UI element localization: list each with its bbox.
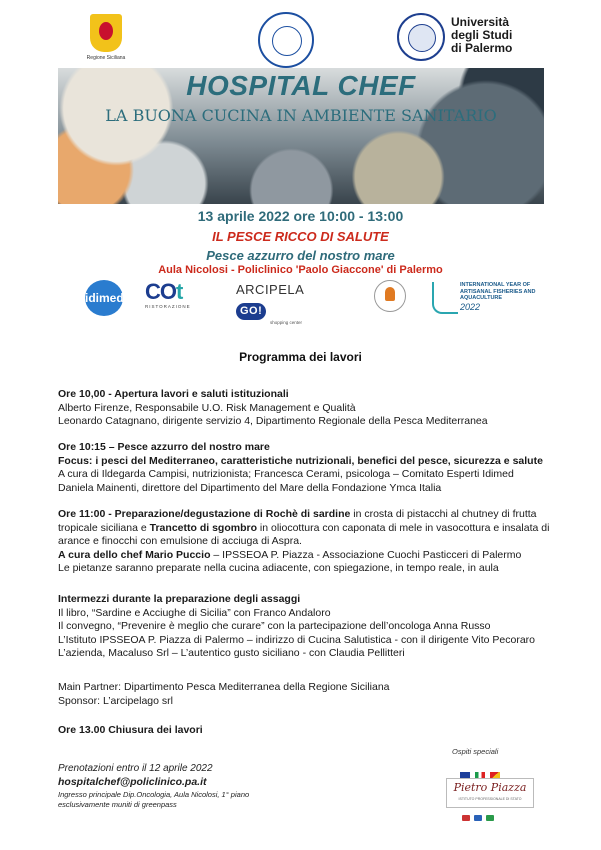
programme-block-pesce-azzurro bbox=[58, 441, 558, 495]
chef-hat-icon bbox=[374, 280, 406, 312]
greenpass-info: esclusivamente muniti di greenpass bbox=[58, 800, 177, 809]
chef-text: – IPSSEOA P. Piazza - Associazione Cuochi Pasticceri di Palermo bbox=[210, 548, 522, 561]
seal-emblem-icon bbox=[408, 24, 436, 52]
block-heading: Ore 10,00 - Apertura lavori e saluti istituzionali bbox=[58, 388, 289, 400]
caduceus-icon bbox=[272, 26, 302, 56]
block-line: Daniela Mainenti, direttore del Dipartimento del Mare della Fondazione Ymca Italia bbox=[58, 481, 442, 494]
event-date: 13 aprile 2022 ore 10:00 - 13:00 bbox=[197, 208, 404, 224]
block-heading: Ore 11:00 - Preparazione/degustazione di Rochè di sardine bbox=[58, 508, 351, 520]
block-line: Alberto Firenze, Responsabile U.O. Risk Management e Qualità bbox=[58, 401, 356, 414]
block-line: L’Istituto IPSSEOA P. Piazza di Palermo – indirizzo di Cucina Salutistica - con il dirigente Vito Pecoraro bbox=[58, 633, 536, 646]
accreditation-mark-icon bbox=[486, 815, 494, 821]
dish-text: in oliocottura con caponata di mele in vasocottura e insalata di arance e finocchi con emulsione di acciuga di Aspra. bbox=[58, 521, 550, 547]
block-line: L’azienda, Macaluso Srl – L’autentico gusto siciliano - con Claudia Pellitteri bbox=[58, 647, 405, 659]
dish-name: Trancetto di sgombro bbox=[149, 521, 257, 534]
programme-closing bbox=[58, 724, 558, 738]
trinacria-shield-icon bbox=[90, 14, 122, 52]
accreditation-mark-icon bbox=[474, 815, 482, 821]
ipsseoa-logo bbox=[366, 280, 410, 316]
event-location: Aula Nicolosi - Policlinico 'Paolo Giaccone' di Palermo bbox=[158, 264, 443, 276]
idimed-logo: idimed bbox=[85, 280, 123, 316]
programme-block-preparation bbox=[58, 508, 558, 576]
guest-sub: ISTITUTO PROFESSIONALE DI STATO bbox=[458, 797, 522, 801]
cot-mark-accent: t bbox=[176, 279, 183, 304]
programme-block-opening bbox=[58, 388, 558, 429]
policlinico-logo bbox=[258, 12, 314, 68]
booking-deadline: Prenotazioni entro il 12 aprile 2022 bbox=[58, 763, 213, 774]
block-line: Il libro, “Sardine e Acciughe di Sicilia” con Franco Andaloro bbox=[58, 606, 331, 619]
booking-email-link[interactable]: hospitalchef@policlinico.pa.it bbox=[58, 776, 207, 788]
accreditation-mark-icon bbox=[462, 815, 470, 821]
arcipelago-go-badge: GO! bbox=[236, 303, 266, 320]
banner-image bbox=[58, 68, 544, 204]
regione-siciliana-logo bbox=[86, 14, 126, 64]
pietro-piazza-logo bbox=[446, 778, 534, 808]
cot-ristorazione-logo bbox=[145, 280, 207, 316]
cot-caption: RISTORAZIONE bbox=[145, 304, 191, 309]
block-line: Leonardo Catagnano, dirigente servizio 4, Dipartimento Regionale della Pesca Mediterranea bbox=[58, 415, 488, 427]
block-focus: Focus: i pesci del Mediterraneo, caratteristiche nutrizionali, benefici del pesce, sicurezza e salute bbox=[58, 454, 543, 467]
block-paragraph bbox=[58, 508, 558, 549]
programme-block-intermezzi bbox=[58, 593, 558, 661]
chef-name: A cura dello chef Mario Puccio bbox=[58, 548, 211, 561]
iyafa-year: 2022 bbox=[460, 302, 481, 312]
arcipelago-logo bbox=[236, 280, 332, 325]
university-name-line2: degli Studi bbox=[451, 28, 513, 42]
programme-block-partners bbox=[58, 681, 558, 708]
banner-title: HOSPITAL CHEF bbox=[186, 70, 416, 101]
footer-info bbox=[58, 763, 378, 810]
block-heading: Ore 10:15 – Pesce azzurro del nostro mare bbox=[58, 441, 270, 453]
institution-flags bbox=[460, 766, 530, 776]
accreditation-marks bbox=[462, 808, 522, 816]
main-partner-line: Main Partner: Dipartimento Pesca Mediterranea della Regione Siciliana bbox=[58, 681, 390, 693]
block-heading: Intermezzi durante la preparazione degli assaggi bbox=[58, 593, 301, 605]
closing-line: Ore 13.00 Chiusura dei lavori bbox=[58, 724, 203, 736]
block-text: in crosta di pistacchi al chutney di frutta tropicale siciliana e bbox=[58, 508, 537, 534]
fisherman-icon bbox=[432, 282, 458, 314]
university-name-line3: di Palermo bbox=[451, 41, 513, 55]
sponsor-line: Sponsor: L’arcipelago srl bbox=[58, 694, 173, 707]
event-tagline: IL PESCE RICCO DI SALUTE bbox=[212, 229, 389, 244]
event-theme: Pesce azzurro del nostro mare bbox=[206, 248, 395, 263]
programme-title: Programma dei lavori bbox=[239, 350, 362, 364]
chef-line bbox=[58, 549, 558, 563]
university-seal-logo bbox=[397, 13, 445, 61]
arcipelago-caption: shopping center bbox=[270, 320, 303, 325]
university-name bbox=[451, 16, 531, 55]
entrance-info: Ingresso principale Dip.Oncologia, Aula Nicolosi, 1° piano bbox=[58, 790, 250, 799]
block-line: Il convegno, “Prevenire è meglio che curare” con la partecipazione dell’oncologa Anna Russo bbox=[58, 620, 491, 632]
arcipelago-text: ARCIPELA bbox=[236, 282, 305, 297]
region-caption: Regione Siciliana bbox=[86, 55, 126, 61]
iyafa-logo bbox=[432, 280, 544, 316]
iyafa-text: INTERNATIONAL YEAR OF ARTISANAL FISHERIES AND AQUACULTURE bbox=[460, 282, 536, 301]
university-name-line1: Università bbox=[451, 15, 510, 29]
special-guests-label: Ospiti speciali bbox=[452, 747, 499, 756]
block-note: Le pietanze saranno preparate nella cucina adiacente, con spiegazione, in tempo reale, in aula bbox=[58, 562, 499, 574]
block-line: A cura di Ildegarda Campisi, nutrizionista; Francesca Cerami, psicologa – Comitato Esperti Idimed bbox=[58, 468, 514, 480]
guest-name: Pietro Piazza bbox=[453, 781, 527, 794]
cot-mark: CO bbox=[145, 279, 176, 304]
banner-subtitle: LA BUONA CUCINA IN AMBIENTE SANITARIO bbox=[105, 106, 497, 125]
